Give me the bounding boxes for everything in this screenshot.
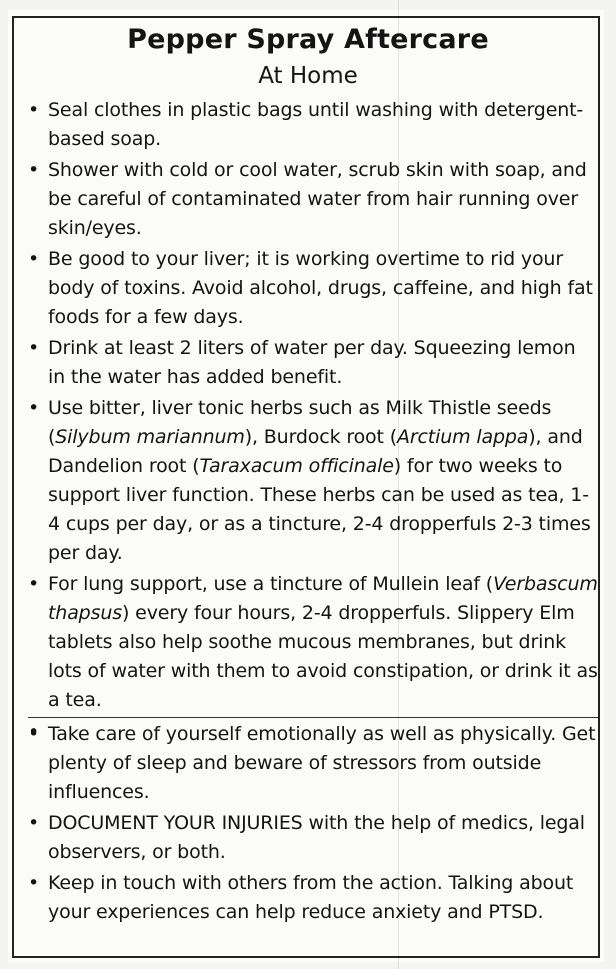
latin-name: Taraxacum officinale [199,455,394,477]
latin-name: Silybum mariannum [55,426,245,448]
list-item-liver: • Be good to your liver; it is working overtime to rid your body of toxins. Avoid alcohol, drugs, caffeine, and high fat foods for a few days. [28,245,598,332]
page-subtitle: At Home [258,63,358,89]
list-item-document-injuries: • DOCUMENT YOUR INJURIES with the help of medics, legal observers, or both. [28,809,598,867]
list-item-emotional-care: • Take care of yourself emotionally as well as physically. Get plenty of sleep and beware of stressors from outside influences. [28,720,598,807]
latin-name: Verbascum thapsus [48,573,598,624]
list-item-herbs: • Use bitter, liver tonic herbs such as Milk Thistle seeds (Silybum mariannum), Burdock root (Arctium lappa), and Dandelion root (Taraxacum officinale) for two weeks to support liver function. These herbs can be used as tea, 1-4 cups per day, or as a tincture, 2-4 dropperfuls 2-3 times per day. [28,394,598,568]
latin-name: Arctium lappa [396,426,529,448]
list-item-keep-in-touch: • Keep in touch with others from the action. Talking about your experiences can help reduce anxiety and PTSD. [28,869,598,927]
page-title: Pepper Spray Aftercare [127,24,489,55]
list-item-water: • Drink at least 2 liters of water per day. Squeezing lemon in the water has added benefit. [28,334,598,392]
section-divider [28,717,598,718]
list-item-shower: • Shower with cold or cool water, scrub skin with soap, and be careful of contaminated water from hair running over skin/eyes. [28,156,598,243]
list-item-lung-support: • For lung support, use a tincture of Mullein leaf (Verbascum thapsus) every four hours, 2-4 dropperfuls. Slippery Elm tablets also help soothe mucous membranes, but drink lots of water with them to avoid constipation, or drink it as a tea. [28,570,598,715]
list-item-seal-clothes: • Seal clothes in plastic bags until washing with detergent-based soap. [28,96,598,154]
aftercare-list [28,96,598,929]
